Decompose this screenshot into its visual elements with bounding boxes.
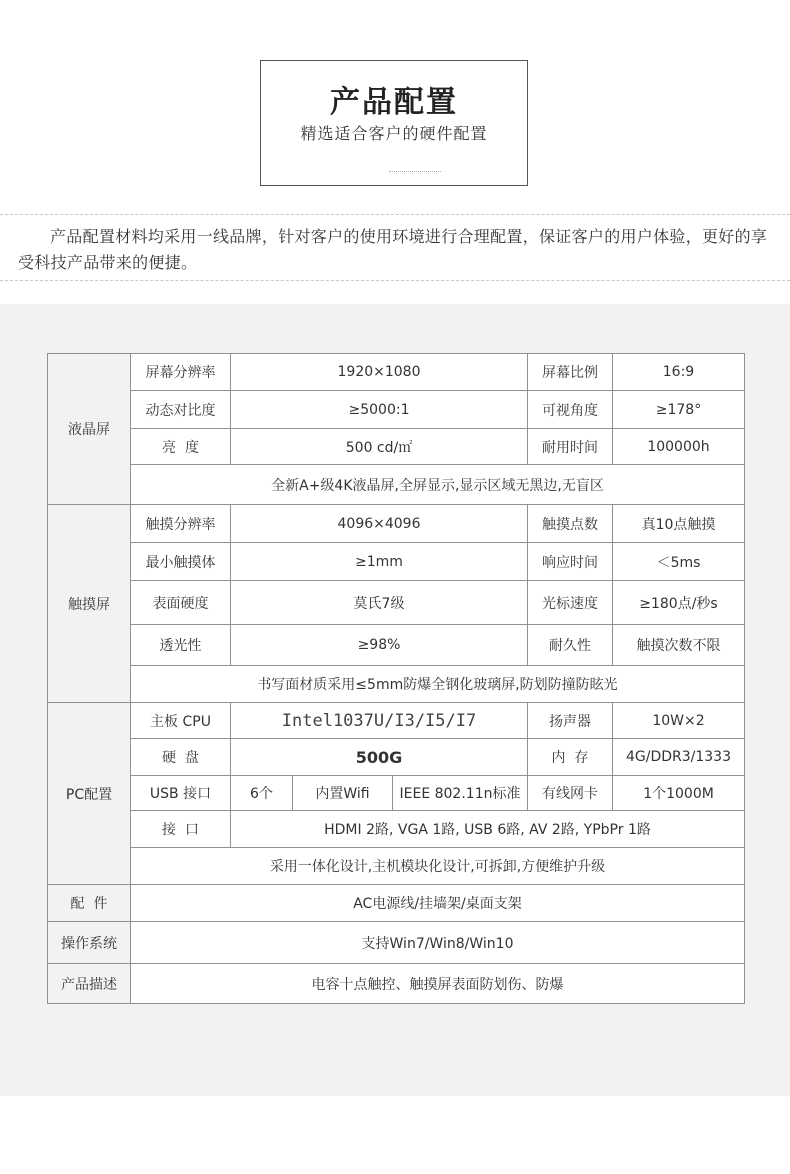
category-pc: PC配置 [48, 703, 131, 885]
cell-label: 动态对比度 [131, 391, 231, 429]
table-row [48, 581, 745, 625]
cell-value: 电容十点触控、触摸屏表面防划伤、防爆 [131, 964, 745, 1004]
cell-value: 4G/DDR3/1333 [613, 739, 745, 776]
cell-label: 可视角度 [528, 391, 613, 429]
category-accessories: 配 件 [48, 885, 131, 922]
cell-value: 真10点触摸 [613, 505, 745, 543]
cell-label: 内 存 [528, 739, 613, 776]
table-row [48, 964, 745, 1004]
spec-table [47, 353, 745, 1004]
cell-value: 10W×2 [613, 703, 745, 739]
cell-label: 屏幕分辨率 [131, 354, 231, 391]
title-box [260, 60, 528, 186]
divider-top [0, 214, 790, 215]
cell-label: 触摸点数 [528, 505, 613, 543]
cell-value: 1920×1080 [231, 354, 528, 391]
table-row [48, 739, 745, 776]
cell-value: 1个1000M [613, 776, 745, 811]
cell-label: 响应时间 [528, 543, 613, 581]
cell-label: 有线网卡 [528, 776, 613, 811]
table-row [48, 354, 745, 391]
cell-value: 16:9 [613, 354, 745, 391]
cell-value: ≥5000:1 [231, 391, 528, 429]
cell-value: ≥1mm [231, 543, 528, 581]
category-description: 产品描述 [48, 964, 131, 1004]
cell-label: 透光性 [131, 625, 231, 666]
table-row [48, 465, 745, 505]
page-title: 产品配置 [330, 85, 458, 120]
table-row [48, 391, 745, 429]
cell-label: 耐用时间 [528, 429, 613, 465]
cell-label: 内置Wifi [293, 776, 393, 811]
cell-value: ≥178° [613, 391, 745, 429]
cell-note: 书写面材质采用≤5mm防爆全钢化玻璃屏,防划防撞防眩光 [131, 666, 745, 703]
cell-label: 表面硬度 [131, 581, 231, 625]
divider-bottom [0, 280, 790, 281]
table-row [48, 429, 745, 465]
cell-value: IEEE 802.11n标准 [393, 776, 528, 811]
cell-label: 光标速度 [528, 581, 613, 625]
cell-value: 4096×4096 [231, 505, 528, 543]
cell-label: 接 口 [131, 811, 231, 848]
page-subtitle: 精选适合客户的硬件配置 [300, 124, 488, 143]
table-row [48, 848, 745, 885]
cell-note: 全新A+级4K液晶屏,全屏显示,显示区域无黑边,无盲区 [131, 465, 745, 505]
cell-label: 耐久性 [528, 625, 613, 666]
cell-label: 扬声器 [528, 703, 613, 739]
cell-value: 支持Win7/Win8/Win10 [131, 922, 745, 964]
cell-value: ≥98% [231, 625, 528, 666]
cell-value: 6个 [231, 776, 293, 811]
cell-label: USB 接口 [131, 776, 231, 811]
category-os: 操作系统 [48, 922, 131, 964]
table-row [48, 666, 745, 703]
table-row [48, 543, 745, 581]
table-row [48, 776, 745, 811]
cell-value: 500G [231, 739, 528, 776]
table-row [48, 922, 745, 964]
cell-label: 屏幕比例 [528, 354, 613, 391]
cell-label: 硬 盘 [131, 739, 231, 776]
table-row [48, 625, 745, 666]
title-divider [389, 171, 441, 172]
table-row [48, 811, 745, 848]
cell-value: ＜5ms [613, 543, 745, 581]
category-lcd: 液晶屏 [48, 354, 131, 505]
table-row [48, 505, 745, 543]
cell-value: 莫氏7级 [231, 581, 528, 625]
table-row [48, 885, 745, 922]
category-touch: 触摸屏 [48, 505, 131, 703]
cell-value: 500 cd/㎡ [231, 429, 528, 465]
cell-value: 100000h [613, 429, 745, 465]
cell-value: HDMI 2路, VGA 1路, USB 6路, AV 2路, YPbPr 1路 [231, 811, 745, 848]
cell-value: Intel1037U/I3/I5/I7 [231, 703, 528, 739]
cell-label: 最小触摸体 [131, 543, 231, 581]
cell-label: 触摸分辨率 [131, 505, 231, 543]
table-row [48, 703, 745, 739]
cell-value: ≥180点/秒s [613, 581, 745, 625]
cell-label: 亮 度 [131, 429, 231, 465]
intro-paragraph: 产品配置材料均采用一线品牌，针对客户的使用环境进行合理配置，保证客户的用户体验，更好的享受科技产品带来的便捷。 [18, 227, 768, 272]
cell-value: AC电源线/挂墙架/桌面支架 [131, 885, 745, 922]
cell-value: 触摸次数不限 [613, 625, 745, 666]
cell-note: 采用一体化设计,主机模块化设计,可拆卸,方便维护升级 [131, 848, 745, 885]
cell-label: 主板 CPU [131, 703, 231, 739]
